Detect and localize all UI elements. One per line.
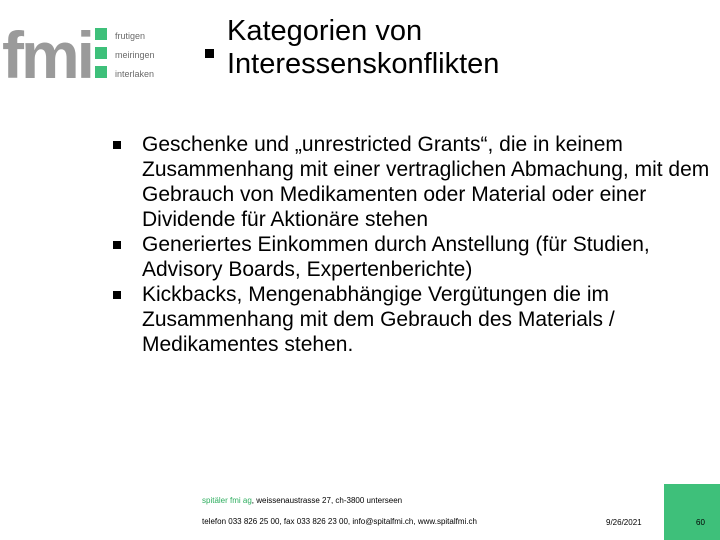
footer-accent-box [664, 484, 720, 540]
fmi-logo [0, 18, 170, 92]
footer-date: 9/26/2021 [606, 518, 642, 527]
title-bullet-icon [205, 49, 214, 58]
slide-title: Kategorien von Interessenskonflikten [227, 15, 500, 80]
logo-town: interlaken [115, 69, 155, 79]
logo-town: meiringen [115, 50, 155, 60]
bullet-text: Geschenke und „unrestricted Grants“, die in keinem Zusammenhang mit einer vertraglichen Abmachung, mit dem Gebrauch von Medikamenten oder Material oder einer Dividende für Aktionäre stehen [142, 133, 710, 231]
logo-square [95, 47, 107, 59]
footer-address: , weissenaustrasse 27, ch-3800 unterseen [251, 496, 403, 505]
bullet-list [110, 132, 710, 357]
logo-square [95, 66, 107, 78]
bullet-text: Kickbacks, Mengenabhängige Vergütungen die im Zusammenhang mit dem Gebrauch des Materials / Medikamentes stehen. [142, 283, 615, 356]
bullet-item [110, 132, 710, 232]
logo-towns [115, 27, 155, 84]
bullet-item [110, 282, 710, 357]
bullet-text: Generiertes Einkommen durch Anstellung (für Studien, Advisory Boards, Expertenberichte) [142, 233, 650, 281]
bullet-square-icon [113, 241, 121, 249]
bullet-item [110, 232, 710, 282]
bullet-square-icon [113, 291, 121, 299]
footer-contact: telefon 033 826 25 00, fax 033 826 23 00, info@spitalfmi.ch, www.spitalfmi.ch [202, 517, 477, 526]
footer-address-line [202, 496, 402, 505]
logo-square [95, 28, 107, 40]
logo-squares [95, 28, 107, 85]
page-number: 60 [696, 518, 705, 527]
logo-town: frutigen [115, 31, 146, 41]
logo-letters: fmi [2, 18, 92, 92]
bullet-square-icon [113, 141, 121, 149]
footer-brand: spitäler fmi ag [202, 496, 252, 505]
